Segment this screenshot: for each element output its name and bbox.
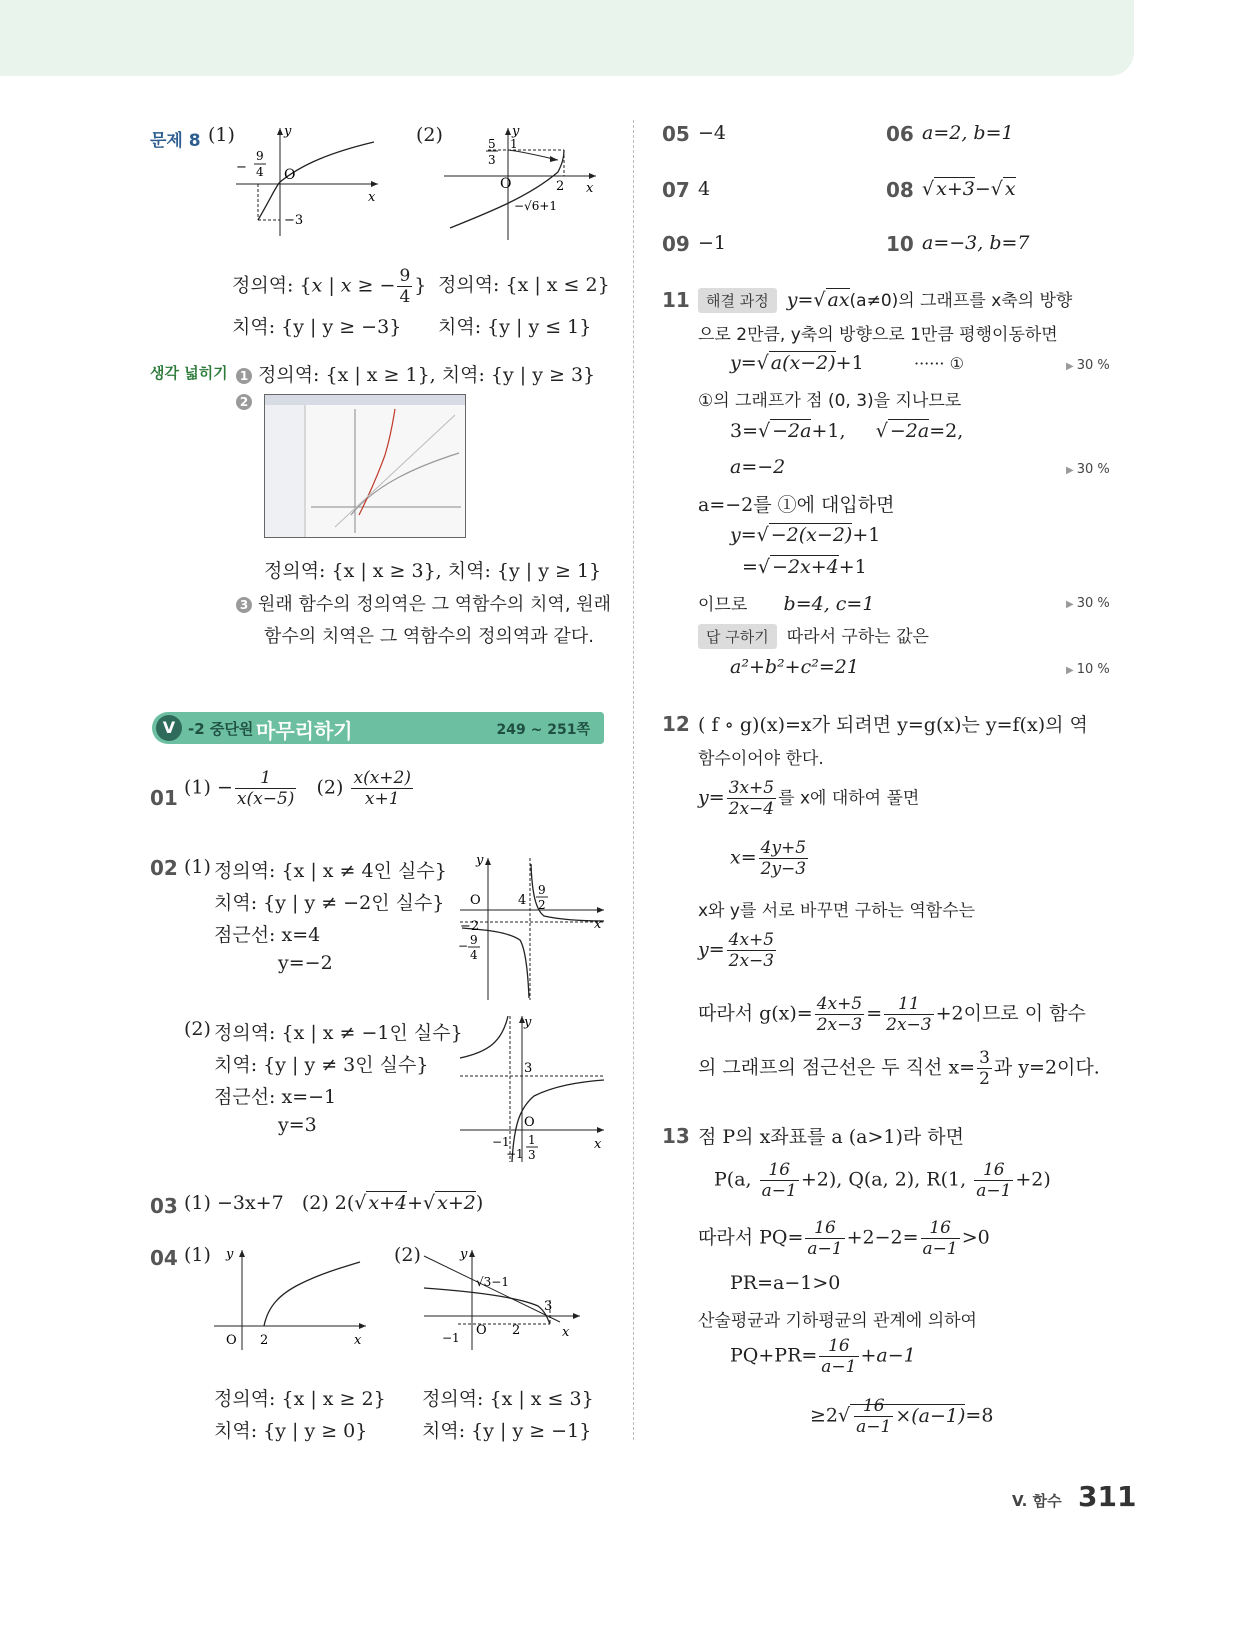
question-02-part1-label: (1) bbox=[184, 856, 211, 878]
q12-line-1: ( f ∘ g)(x)=x가 되려면 y=g(x)는 y=f(x)의 역 bbox=[698, 714, 1088, 736]
question-02-range-1: 치역: {y | y ≠ −2인 실수} bbox=[214, 892, 445, 914]
question-05-number: 05 bbox=[662, 122, 690, 146]
tick-1: 1 bbox=[528, 1133, 536, 1147]
footer-chapter: V. 함수 bbox=[1012, 1492, 1062, 1510]
question-11-number: 11 bbox=[662, 288, 690, 312]
tick-1: 1 bbox=[510, 137, 518, 151]
question-04-part1-label: (1) bbox=[184, 1244, 211, 1266]
think-item-1: 1 정의역: {x | x ≥ 1}, 치역: {y | y ≥ 3} bbox=[236, 360, 595, 387]
q12-line-8: 의 그래프의 점근선은 두 직선 x= $\frac{3}{2}$ 과 y=2이다. bbox=[698, 1048, 1100, 1089]
tick-2: 2 bbox=[260, 1333, 269, 1348]
think-item-2-text: 정의역: {x | x ≥ 3}, 치역: {y | y ≥ 1} bbox=[264, 560, 602, 582]
problem-8-range-1: 치역: {y | y ≥ −3} bbox=[232, 316, 402, 338]
tick-minus-1-x: −1 bbox=[492, 1135, 510, 1149]
problem-8-label: 문제 8 bbox=[150, 131, 201, 151]
tick-minus: − bbox=[458, 939, 469, 953]
q11-line-11: 답 구하기 따라서 구하는 값은 bbox=[698, 622, 929, 649]
tick-4: 4 bbox=[518, 893, 527, 908]
q11-line-6: a=−2 bbox=[730, 456, 786, 478]
tick-low: −√6+1 bbox=[514, 199, 558, 213]
question-02-asymptote-1a: 점근선: x=4 bbox=[214, 924, 321, 946]
q12-line-5: x와 y를 서로 바꾸면 구하는 역함수는 bbox=[698, 901, 976, 921]
tick-2: 2 bbox=[512, 1323, 521, 1338]
question-05-answer: −4 bbox=[698, 122, 727, 144]
origin-label: O bbox=[226, 1333, 237, 1348]
question-13-number: 13 bbox=[662, 1124, 690, 1148]
section-banner bbox=[152, 712, 604, 744]
problem-8-part2: (2) bbox=[416, 124, 443, 146]
q13-line-6: PQ+PR= $\frac{16}{a-1}$ +a−1 bbox=[730, 1336, 916, 1377]
question-08-number: 08 bbox=[886, 178, 914, 202]
q11-score-3: ▶ 30 % bbox=[1066, 596, 1110, 611]
axis-y-label: y bbox=[524, 1015, 532, 1030]
solution-process-tag: 해결 과정 bbox=[698, 288, 777, 313]
think-item-3: 3 원래 함수의 정의역은 그 역함수의 치역, 원래 bbox=[236, 590, 611, 616]
tick-minus-3: −3 bbox=[284, 213, 304, 228]
axis-x-label: x bbox=[594, 1137, 602, 1152]
problem-8-part1: (1) bbox=[208, 124, 235, 146]
problem-8-range-2: 치역: {y | y ≤ 1} bbox=[438, 316, 592, 338]
tick-frac-num: 9 bbox=[256, 149, 264, 163]
question-02-graph-1 bbox=[458, 854, 608, 1002]
axis-x-label: x bbox=[562, 1325, 570, 1340]
q11-score-2: ▶ 30 % bbox=[1066, 462, 1110, 477]
tick-minus: − bbox=[236, 160, 247, 175]
axis-x-label: x bbox=[586, 181, 594, 196]
q11-score-1: ▶ 30 % bbox=[1066, 358, 1110, 373]
tick-5: 5 bbox=[488, 137, 496, 151]
origin-label: O bbox=[476, 1323, 487, 1338]
think-item-3-cont: 함수의 치역은 그 역함수의 정의역과 같다. bbox=[264, 626, 594, 647]
banner-pages: 249 ~ 251쪽 bbox=[496, 722, 590, 738]
q12-line-6: y= $\frac{4x+5}{2x-3}$ bbox=[698, 930, 775, 971]
q11-line-3: y=√ a(x−2)+1 bbox=[730, 352, 864, 374]
q12-line-2: 함수이어야 한다. bbox=[698, 749, 824, 769]
axis-y-label: y bbox=[460, 1247, 468, 1262]
question-04-graph-1 bbox=[210, 1246, 370, 1356]
question-04-domain-1: 정의역: {x | x ≥ 2} bbox=[214, 1388, 386, 1410]
q11-line-8: y=√ −2(x−2)+1 bbox=[730, 524, 881, 546]
q13-line-7: ≥2√ $\frac{16}{a-1}$ ×(a−1)=8 bbox=[810, 1396, 994, 1437]
axis-y-label: y bbox=[284, 124, 292, 139]
q13-line-1: 점 P의 x좌표를 a (a>1)라 하면 bbox=[698, 1126, 965, 1148]
question-03-answer: (1) −3x+7 (2) 2(√ x+4+√ x+2) bbox=[184, 1192, 484, 1214]
q11-line-10: 이므로 b=4, c=1 bbox=[698, 593, 875, 615]
question-06-answer: a=2, b=1 bbox=[922, 122, 1014, 144]
origin-label: O bbox=[470, 893, 481, 908]
q13-line-2: P(a, $\frac{16}{a-1}$ +2), Q(a, 2), R(1, $\frac{16}{a-1}$ +2) bbox=[714, 1160, 1051, 1201]
question-04-number: 04 bbox=[150, 1246, 178, 1270]
axis-y-label: y bbox=[476, 854, 484, 868]
problem-8-graph-1 bbox=[232, 124, 382, 239]
tick-minus-1-y: −1 bbox=[506, 1147, 524, 1161]
question-04-domain-2: 정의역: {x | x ≤ 3} bbox=[422, 1388, 594, 1410]
q11-line-1: 해결 과정 y=√ ax(a≠0)의 그래프를 x축의 방향 bbox=[698, 286, 1072, 313]
question-10-number: 10 bbox=[886, 232, 914, 256]
problem-8-domain-1: 정의역: {x | x ≥ − $\frac{9}{4}$ } bbox=[232, 266, 427, 307]
banner-subtitle: -2 중단원 bbox=[188, 720, 254, 738]
axis-y-label: y bbox=[226, 1247, 234, 1262]
q13-line-3: 따라서 PQ= $\frac{16}{a-1}$ +2−2= $\frac{16}{a-1}$ >0 bbox=[698, 1218, 990, 1259]
q11-line-7: a=−2를 ①에 대입하면 bbox=[698, 494, 895, 516]
question-02-domain-1: 정의역: {x | x ≠ 4인 실수} bbox=[214, 860, 447, 882]
origin-label: O bbox=[500, 176, 512, 192]
axis-x-label: x bbox=[594, 917, 602, 932]
origin-label: O bbox=[524, 1115, 535, 1130]
answer-tag: 답 구하기 bbox=[698, 624, 777, 649]
think-wider-label: 생각 넓히기 bbox=[150, 364, 228, 382]
tick-frac-den: 4 bbox=[256, 165, 264, 179]
question-08-answer: √ x+3−√ x bbox=[922, 178, 1016, 200]
problem-8-domain-2: 정의역: {x | x ≤ 2} bbox=[438, 274, 610, 296]
question-01-answer: (1) − $\frac{1}{x(x-5)}$ (2) $\frac{x(x+2)}{x+1}$ bbox=[184, 768, 411, 809]
q11-line-12: a²+b²+c²=21 bbox=[730, 656, 859, 678]
question-02-domain-2: 정의역: {x | x ≠ −1인 실수} bbox=[214, 1022, 463, 1044]
q11-line-5: 3=√ −2a+1, √ −2a=2, bbox=[730, 420, 964, 442]
question-04-part2-label: (2) bbox=[394, 1244, 421, 1266]
tick-3: 3 bbox=[488, 153, 496, 167]
screenshot-graph bbox=[265, 395, 465, 537]
problem-8-graph-2 bbox=[440, 124, 600, 244]
q11-line-9: =√ −2x+4+1 bbox=[742, 556, 867, 578]
page-number: 311 bbox=[1078, 1480, 1137, 1513]
tick-9: 9 bbox=[538, 883, 546, 897]
q11-ref-1: ······ ① bbox=[914, 354, 964, 373]
axis-x-label: x bbox=[368, 190, 376, 205]
tick-3b: 3 bbox=[528, 1148, 536, 1162]
q13-line-4: PR=a−1>0 bbox=[730, 1272, 841, 1294]
question-09-answer: −1 bbox=[698, 232, 727, 254]
question-02-range-2: 치역: {y | y ≠ 3인 실수} bbox=[214, 1054, 429, 1076]
banner-title: 마무리하기 bbox=[256, 719, 353, 743]
question-02-asymptote-2b: y=3 bbox=[278, 1114, 317, 1136]
question-09-number: 09 bbox=[662, 232, 690, 256]
chapter-badge: V bbox=[156, 715, 182, 741]
tick-3: 3 bbox=[524, 1061, 533, 1076]
question-02-asymptote-2a: 점근선: x=−1 bbox=[214, 1086, 337, 1108]
q12-line-7: 따라서 g(x)= $\frac{4x+5}{2x-3}$ = $\frac{11}{2x-3}$ +2이므로 이 함수 bbox=[698, 994, 1086, 1035]
question-02-part2-label: (2) bbox=[184, 1018, 211, 1040]
q11-score-4: ▶ 10 % bbox=[1066, 662, 1110, 677]
tick-2: 2 bbox=[556, 179, 565, 194]
q11-line-2: 으로 2만큼, y축의 방향으로 1만큼 평행이동하면 bbox=[698, 325, 1058, 345]
tick-minus-1: −1 bbox=[442, 1331, 460, 1345]
tick-sqrt3-minus-1: √3−1 bbox=[476, 1275, 509, 1289]
think-item-2: 2 bbox=[236, 390, 258, 412]
q13-line-5: 산술평균과 기하평균의 관계에 의하여 bbox=[698, 1311, 977, 1331]
question-02-number: 02 bbox=[150, 856, 178, 880]
q11-line-4: ①의 그래프가 점 (0, 3)을 지나므로 bbox=[698, 391, 962, 411]
question-07-answer: 4 bbox=[698, 178, 711, 200]
question-07-number: 07 bbox=[662, 178, 690, 202]
question-02-asymptote-1b: y=−2 bbox=[278, 952, 333, 974]
question-04-graph-2 bbox=[420, 1246, 590, 1356]
axis-y-label: y bbox=[512, 124, 520, 139]
question-01-number: 01 bbox=[150, 786, 178, 810]
column-divider bbox=[633, 120, 634, 1440]
origin-label: O bbox=[284, 167, 296, 183]
question-04-range-1: 치역: {y | y ≥ 0} bbox=[214, 1420, 368, 1442]
question-12-number: 12 bbox=[662, 712, 690, 736]
tick-94-den: 4 bbox=[470, 948, 478, 962]
axis-x-label: x bbox=[354, 1333, 362, 1348]
question-02-graph-2 bbox=[458, 1012, 608, 1164]
question-10-answer: a=−3, b=7 bbox=[922, 232, 1030, 254]
tick-3: 3 bbox=[544, 1299, 553, 1314]
question-03-number: 03 bbox=[150, 1194, 178, 1218]
question-06-number: 06 bbox=[886, 122, 914, 146]
tick-94-num: 9 bbox=[470, 933, 478, 947]
tick-2: 2 bbox=[538, 898, 546, 912]
tick-minus-2: −2 bbox=[460, 919, 480, 934]
software-screenshot bbox=[264, 394, 466, 538]
q12-line-3: y= $\frac{3x+5}{2x-4}$ 를 x에 대하여 풀면 bbox=[698, 778, 920, 819]
q12-line-4: x= $\frac{4y+5}{2y-3}$ bbox=[730, 838, 807, 879]
question-04-range-2: 치역: {y | y ≥ −1} bbox=[422, 1420, 592, 1442]
top-band bbox=[0, 0, 1134, 76]
